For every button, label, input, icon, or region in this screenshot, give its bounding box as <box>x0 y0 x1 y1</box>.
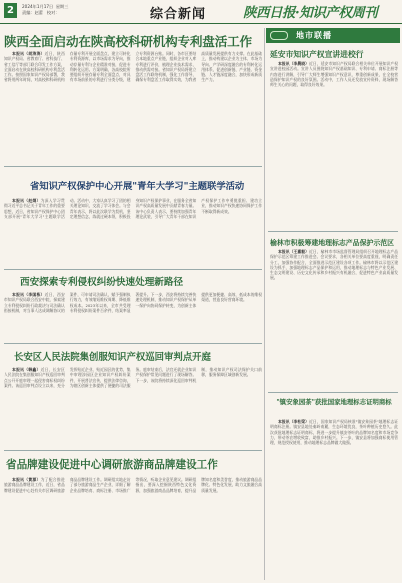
divider <box>268 231 398 232</box>
sidebar-banner-label: 地市联播 <box>296 31 332 40</box>
article-4-text: 近日，长安区人民法院在集创服知识产权巡回审判点公开开庭审理一起侵害商标权纠纷案件。该巡回审判点设立以来，充分发挥贴近企业、贴近园区的优势，集中审理涉园区企业知识产权纠纷案件，开展普法宣传，提供法律咨询，为辖区创新主体提供了便捷的司法服务。庭审结束后，法官还就企业知识产权保护常见问题进行了现场解答。下一步，该院将持续深化巡回审判机制，推动知识产权司法保护关口前移，服务保障区域创新发展。 <box>4 367 262 388</box>
article-3-body <box>4 292 262 340</box>
divider <box>4 166 262 167</box>
sidebar-item-2-title: 榆林市积极筹建地理标志产品保护示范区 <box>270 239 395 247</box>
sidebar <box>266 28 400 580</box>
article-3-text: 近日，西安市知识产权局联合西安中院，探索建立专利侵权纠纷行政裁决与司法确认衔接机制，对当事人达成调解协议的案件，可申请司法确认，赋予强制执行效力，有效缩短维权周期、降低维权成本。2023年以来，全市共受理专利侵权纠纷案件百余件，结案率显著提升。下一步，西安将持续完善快速处理机制，推动知识产权保护从单一保护向协同保护转变，为创新主体提供更加便捷、高效、低成本的维权渠道，营造良好营商环境。 <box>4 292 262 313</box>
sidebar-item-1-title: 延安市知识产权宣讲进校行 <box>270 50 364 59</box>
issue-info: 2024年1月17日 星期三 责编：赵蕾 校对： <box>22 4 69 15</box>
section-title: 综合新闻 <box>150 7 207 22</box>
article-2-body <box>4 198 262 266</box>
article-2-byline: 本报讯（赵炯） <box>12 198 41 203</box>
divider <box>4 343 262 344</box>
sidebar-item-1-body <box>270 61 398 229</box>
sidebar-item-2-byline: 本报讯（王嘉毅） <box>278 249 309 254</box>
brand-title: 陕西日报·知识产权周刊 <box>243 5 378 21</box>
article-5-text: 为了配合推进旅游商品品牌建设工作，近日，省品牌建设促进中心赴有关市区调研旅游商品品牌建设工作。调研组实地走访了部分旅游商品生产企业，详细了解企业品牌培育、商标注册、市场推广等情况，听取企业意见建议。调研组指出，要深入挖掘陕西特色文化资源，加强旅游商品品牌培育，提升品牌知名度和美誉度，推动旅游商品品牌化、特色化发展，助力文旅融合高质量发展。 <box>4 477 262 493</box>
sidebar-item-2-body <box>270 249 398 389</box>
sidebar-item-1-byline: 本报讯（李晨晓） <box>278 61 309 66</box>
article-4-body <box>4 367 262 447</box>
cloud-icon <box>270 31 288 40</box>
sidebar-item-1-text: 近日，延安市知识产权局联合相关单位开展知识产权宣讲进校园活动。宣讲人员围绕知识产权基础知识、专利申请、商标注册等内容进行讲解，引导广大师生增强知识产权意识，尊重创新成果，在全校营造保护知识产权的良好氛围。活动中，工作人员还发放宣传资料，现场解答师生关心的问题，取得良好效果。 <box>270 61 398 88</box>
article-3-byline: 本报讯（李国栋） <box>12 292 45 297</box>
article-2-text: 为深入学习贯彻习近平总书记关于青年工作的重要思想，近日，省知识产权保护中心团支部开展"青年大学习"主题联学活动。活动中，大家认真学习了团的相关理论知识，交流了学习体会。与会青年表示，将以此次联学为契机，坚定理想信念，练就过硬本领，积极投身知识产权保护事业，在服务全省知识产权高质量发展中贡献青春力量。该中心负责人表示，要持续加强青年理论武装，引导广大青年干部在知识产权保护工作中勇挑重担、建功立业，推动知识产权快速协同保护工作不断取得新成效。 <box>4 198 262 219</box>
article-1-body <box>4 51 262 164</box>
article-5-byline: 本报讯（黄源） <box>12 477 41 482</box>
article-1-headline: 陕西全面启动在陕高校科研机构专利盘活工作 <box>4 34 252 49</box>
masthead <box>0 0 402 24</box>
article-5-headline: 省品牌建设促进中心调研旅游商品牌建设工作 <box>6 459 218 471</box>
article-1-byline: 本报讯（胡涛涛） <box>12 51 45 56</box>
sidebar-item-3-body <box>270 419 398 579</box>
divider <box>4 450 262 451</box>
article-4-byline: 本报讯（韩鑫） <box>12 367 41 372</box>
sidebar-item-3-byline: 本报讯（李杜梁） <box>278 419 310 424</box>
article-2-headline: 省知识产权保护中心开展"青年大学习"主题联学活动 <box>30 181 245 192</box>
divider <box>268 392 398 393</box>
article-5-body <box>4 477 262 577</box>
sidebar-item-3-text: 近日，国家知识产权局核准"镇安象园茶"地理标志证明商标注册。镇安县地处秦岭南麓，生态环境优良，茶叶种植历史悠久。此次获批地理标志证明商标，将进一步提升镇安茶叶的品牌知名度和市场竞争力，带动茶农增收致富，助推乡村振兴。下一步，镇安县将加强商标使用管理，规范授权使用，推动地理标志品牌做大做强。 <box>270 419 398 446</box>
article-1-text: 近日，陕西知识产权局、省教育厅、省科技厅、省工信厅等部门联合印发工作方案，全面启动在陕高校科研机构专利盘活工作。按照国家知识产权局部署，我省将用两年时间，对高校和科研机构存量专利开展全面盘点，建立可转化专利资源库，以市场需求为导向，推动存量专利与企业精准对接，促进专利转化运用。方案明确，各高校院所要组织开展存量专利全面盘点，对具有市场前景的专利进行分类分级，建立专利资源台账。同时，各市区要结合本地重点产业链，组织企业对入库专利进行评价，梳理企业技术需求，推动供需对接。省知识产权局将建立盘活工作联络机制，强化工作督导，确保专利盘活工作取得实效，为我省高质量发展提供有力支撑。在此基础上，推动构建以企业为主体、市场为导向、产学研深度融合的专利转化运用体系，促进创新链、产业链、资金链、人才链深度融合，加快形成新质生产力。 <box>4 51 262 83</box>
column-divider <box>264 28 265 580</box>
article-3-headline: 西安探索专利侵权纠纷快速处理新路径 <box>20 277 184 288</box>
sidebar-item-2-text: 近日，榆林市市场监督管理局组织召开地理标志产品保护示范区筹建工作推进会。会议要求，各相关单位要高度重视，明确责任分工，加强协作配合，全面推进示范区建设各项工作。榆林市将以示范区建设为抓手，加强地理标志产品保护和运用，推动地理标志与特色产业发展、生态文明建设、历史文化传承和乡村振兴有机融合，促进特色产业高质量发展。 <box>270 249 398 281</box>
sidebar-banner <box>266 28 400 43</box>
article-4-headline: 长安区人民法院集创服知识产权巡回审判点开庭 <box>14 352 211 363</box>
sidebar-item-3-title: "镇安象园茶"获批国家地理标志证明商标 <box>276 398 392 406</box>
page-number: 2 <box>4 3 17 18</box>
divider <box>4 269 262 270</box>
